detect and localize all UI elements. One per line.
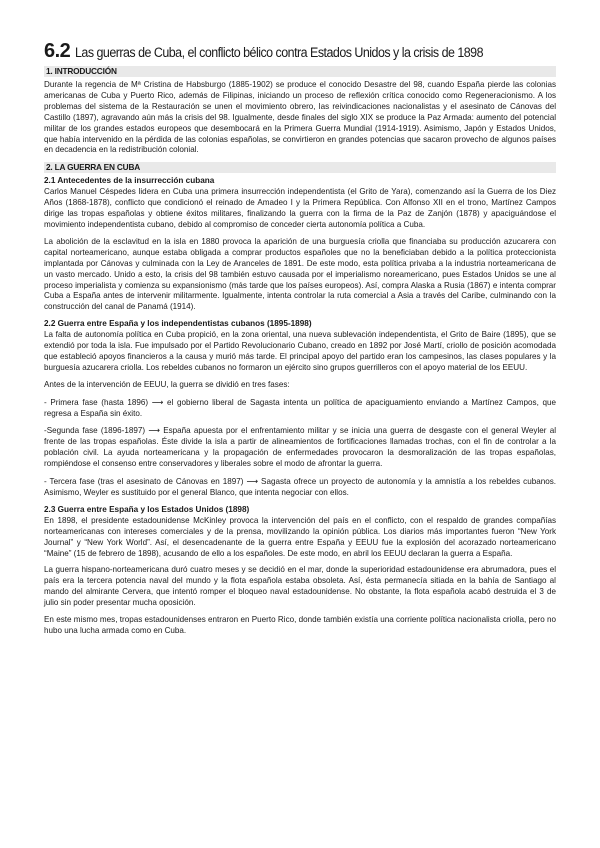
phase-3-paragraph	[44, 476, 556, 499]
phase-1-text: el gobierno liberal de Sagasta intenta un política de apaciguamiento enviando a Martínez Campos, que regresa a España sin éxito.	[44, 397, 556, 418]
paragraph-2-3-a: En 1898, el presidente estadounidense McKinley provoca la intervención del país en el conflicto, con el respaldo de grandes compañías norteamericanas con intereses comerciales y de la prensa, movilizando la opinión pública. Los diarios más importantes fueron “New York Journal” y “New York World”. Así, el desencadenante de la guerra entre España y EEUU fue la explosión del acorazado norteamericano “Maine” (15 de febrero de 1898), acusando de ello a los españoles. De este modo, en abril los EEUU declaran la guerra a España.	[44, 515, 556, 558]
phase-1-label: - Primera fase (hasta 1896)	[44, 397, 149, 407]
title-text: Las guerras de Cuba, el conflicto bélico contra Estados Unidos y la crisis de 1898	[75, 45, 484, 60]
paragraph-2-1-b: La abolición de la esclavitud en la isla en 1880 provoca la aparición de una burguesía criolla que financiaba su producción azucarera con capital norteamericano, aunque estaba obligada a comprar productos españoles que no la beneficiaban debido a la política proteccionista implantada por Cánovas y culminada con la Ley de Aranceles de 1891. De este modo, esta política privaba a la industria norteamericana de un vasto mercado. Unido a esto, la crisis del 98 también estuvo causada por el imperialismo noreamericano, pues Estados Unidos se une al proceso imperialista y comienza su expansionismo (más tarde que los países europeos). Así, compra Alaska a Rusia (1867) e intenta comprar Cuba a España antes de intervenir militarmente. Igualmente, intenta controlar la ruta comercial a Asia a través del Caribe, culminando con la construcción del canal de Panamá (1914).	[44, 236, 556, 312]
document-title	[44, 40, 556, 62]
paragraph-2-1-a: Carlos Manuel Céspedes lidera en Cuba una primera insurrección independentista (el Grito de Yara), comenzando así la Guerra de los Diez Años (1868-1878), conflicto que condicionó el reinado de Amadeo I y la Primera República. Con Alfonso XII en el trono, Martínez Campos dirige las tropas españolas y obtiene éxitos militares, finalizando la guerra con la firma de la Paz de Zanjón (1878) y apaciguándose el movimiento independentista cubano, debido al compromiso de conceder cierta autonomía política a Cuba.	[44, 187, 556, 229]
paragraph-2-2-b: Antes de la intervención de EEUU, la guerra se dividió en tres fases:	[44, 379, 290, 389]
document-page	[44, 40, 556, 643]
section-heading-guerra-cuba: 2. LA GUERRA EN CUBA	[44, 162, 556, 173]
phase-2-label: -Segunda fase (1896-1897)	[44, 426, 146, 436]
subsection-heading-2-2: 2.2 Guerra entre España y los independentistas cubanos (1895-1898)	[44, 319, 312, 329]
subsection-heading-2-1: 2.1 Antecedentes de la insurrección cubana	[44, 176, 215, 186]
phase-2-paragraph	[44, 425, 556, 470]
phase-2-text: España apuesta por el enfrentamiento militar y se inicia una guerra de desgaste con el general Weyler al frente de las tropas españolas. Éste divide la isla a partir de alineamientos de fortificaciones llamadas trochas, con el fin de controlar a la población civil. La ayuda norteamericana y la propagación de enfermedades provocaron la desmoralización de las tropas españolas, rompiéndose el consenso entre conservadores y liberales sobre el modo de afrontar la guerra.	[44, 426, 557, 469]
arrow-icon: ⟶	[148, 425, 160, 436]
title-number: 6.2	[44, 40, 71, 62]
paragraph-2-2-a: La falta de autonomía política en Cuba propició, en la zona oriental, una nueva sublevación independentista, el Grito de Baire (1895), que se extendió por toda la isla. Fue impulsado por el Partido Revolucionario Cubano, creado en 1892 por José Martí, criollo de posición acomodada que estableció apoyos financieros a la causa y murió más tarde. El principal apoyo del partido eran los campesinos, las clases populares y la burguesía azucarera criolla. Los rebeldes cubanos no formaron un ejército sino grupos guerrilleros con el apoyo material de los EEUU.	[44, 330, 556, 372]
phase-3-text: Sagasta ofrece un proyecto de autonomía y la amnistía a los rebeldes cubanos. Asimismo, Weyler es sustituido por el general Blanco, que intenta negociar con ellos.	[44, 477, 557, 497]
section-heading-introduccion: 1. INTRODUCCIÓN	[44, 66, 556, 77]
intro-paragraph: Durante la regencia de Mª Cristina de Habsburgo (1885-1902) se produce el conocido Desastre del 98, cuando España pierde las colonias americanas de Cuba y Puerto Rico, además de Filipinas, iniciando un proceso de reflexión crítica conocido como Regeneracionismo. A los problemas del sistema de la Restauración se unen el movimiento obrero, las reivindicaciones nacionalistas y el asesinato de Cánovas del Castillo (1897), agravando aún más la crisis del 98. Igualmente, desde finales del siglo XIX se produce la Paz Armada: aumento del potencial militar de los grandes estados europeos que desembocará en la Primera Guerra Mundial (1914-1919). Asimismo, Japón y Estados Unidos, que había intervenido en la pérdida de las colonias españolas, se convirtieron en grandes potencias que sacaron provecho de algunos países en decadencia en la redistribución colonial.	[44, 80, 556, 155]
arrow-icon: ⟶	[246, 476, 259, 487]
subsection-heading-2-3: 2.3 Guerra entre España y los Estados Unidos (1898)	[44, 504, 250, 514]
phase-3-label: - Tercera fase (tras el asesinato de Cánovas en 1897)	[44, 477, 244, 487]
paragraph-2-3-c: En este mismo mes, tropas estadounidenses entraron en Puerto Rico, donde también existía una corriente política nacionalista criolla, pero no hubo una lucha armada como en Cuba.	[44, 615, 556, 635]
phase-1-paragraph	[44, 397, 556, 420]
arrow-icon: ⟶	[151, 396, 164, 407]
paragraph-2-3-b: La guerra hispano-norteamericana duró cuatro meses y se decidió en el mar, donde la superioridad estadounidense era abrumadora, pues el país era la tercera potencia naval del mundo y la flota española estaba obsoleta. Así, ésta permanecía sitiada en la bahía de Santiago al mando del almirante Cervera, que intentó romper el bloqueo naval estadounidense. No obstante, la flota española acabó destruida el 3 de julio sin poder presentar mucha oposición.	[44, 565, 556, 608]
